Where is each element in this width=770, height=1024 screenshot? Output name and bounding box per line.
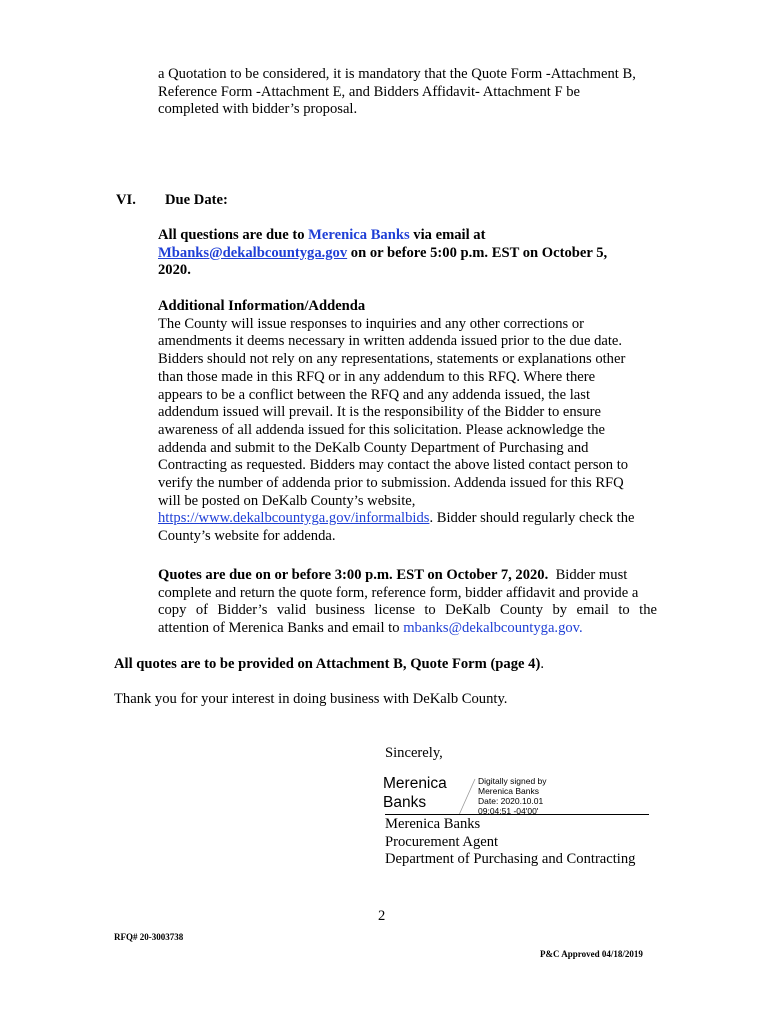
questions-year: 2020. <box>158 262 191 279</box>
addenda-url-suffix: . Bidder should regularly check the <box>429 510 635 527</box>
addenda-line: awareness of all addenda issued for this solicitation. Please acknowledge the <box>158 421 605 438</box>
thanks-line: Thank you for your interest in doing business with DeKalb County. <box>114 691 508 707</box>
quotes-due-line: complete and return the quote form, reference form, bidder affidavit and provide a <box>158 584 639 601</box>
rfq-number: RFQ# 20-3003738 <box>114 932 184 942</box>
attachment-note-period: . <box>540 656 544 672</box>
questions-paragraph <box>158 227 678 280</box>
quotes-due-line: copy of Bidder’s valid business license to DeKalb County by email to the <box>158 602 657 619</box>
intro-line: Reference Form -Attachment E, and Bidders Affidavit- Attachment F be <box>158 83 581 100</box>
quotes-due-rest: Bidder must <box>548 567 628 583</box>
addenda-line: appears to be a conflict between the RFQ and any addenda issued, the last <box>158 386 590 403</box>
addenda-line: addenda and submit to the DeKalb County Department of Purchasing and <box>158 439 589 456</box>
questions-suffix: on or before 5:00 p.m. EST on October 5, <box>347 244 608 261</box>
addenda-line: addendum issued will prevail. It is the responsibility of the Bidder to ensure <box>158 404 602 421</box>
quotes-due-bold: Quotes are due on or before 3:00 p.m. EST on October 7, 2020. <box>158 567 549 583</box>
intro-paragraph <box>158 66 678 119</box>
signatory-department: Department of Purchasing and Contracting <box>385 851 636 868</box>
intro-line: a Quotation to be considered, it is mandatory that the Quote Form -Attachment B, <box>158 66 636 82</box>
addenda-line: verify the number of addenda prior to submission. Addenda issued for this RFQ <box>158 475 624 492</box>
questions-middle: via email at <box>409 227 486 243</box>
addenda-heading: Additional Information/Addenda <box>158 298 366 314</box>
signature-last-name: Banks <box>383 794 427 811</box>
digital-sig-line: Digitally signed by <box>478 776 547 786</box>
addenda-line: amendments it deems necessary in written addenda issued prior to the due date. <box>158 333 623 350</box>
digital-signature-details <box>478 776 547 816</box>
signatory-block <box>385 816 635 869</box>
section-title: Due Date: <box>165 192 228 208</box>
intro-line: completed with bidder’s proposal. <box>158 101 358 118</box>
contact-email-link[interactable]: Mbanks@dekalbcountyga.gov <box>158 244 348 261</box>
addenda-last-line: County’s website for addenda. <box>158 528 336 545</box>
informal-bids-link[interactable]: https://www.dekalbcountyga.gov/informalbids <box>158 510 430 527</box>
signatory-name: Merenica Banks <box>385 816 481 832</box>
quotes-due-line4: attention of Merenica Banks and email to <box>158 620 404 637</box>
signature-first-name: Merenica <box>383 775 447 792</box>
addenda-line: than those made in this RFQ or in any addendum to this RFQ. Where there <box>158 368 596 385</box>
attachment-note-text: All quotes are to be provided on Attachment B, Quote Form (page 4) <box>114 656 541 672</box>
questions-prefix: All questions are due to <box>158 227 309 243</box>
signatory-title: Procurement Agent <box>385 833 499 850</box>
contact-name: Merenica Banks <box>308 227 410 243</box>
digital-sig-line: Date: 2020.10.01 <box>478 796 544 806</box>
section-number: VI. <box>116 192 136 208</box>
attachment-note <box>114 656 544 674</box>
addenda-line: Bidders should not rely on any representations, statements or explanations other <box>158 351 626 368</box>
addenda-line: The County will issue responses to inquiries and any other corrections or <box>158 315 584 332</box>
signature-line <box>385 814 649 815</box>
addenda-section <box>158 298 678 546</box>
approval-note: P&C Approved 04/18/2019 <box>540 949 643 959</box>
digital-sig-line: 09:04:51 -04'00' <box>478 806 539 816</box>
digital-sig-line: Merenica Banks <box>478 786 539 796</box>
addenda-line: will be posted on DeKalb County’s website, <box>158 492 416 509</box>
quotes-email-link[interactable]: mbanks@dekalbcountyga.gov. <box>403 620 583 637</box>
signature-divider-icon <box>455 777 479 817</box>
addenda-line: Contracting as requested. Bidders may contact the above listed contact person to <box>158 457 629 474</box>
quotes-due-paragraph <box>158 567 657 638</box>
closing: Sincerely, <box>385 745 443 761</box>
page-number: 2 <box>378 908 386 924</box>
digital-signature[interactable] <box>383 774 649 816</box>
